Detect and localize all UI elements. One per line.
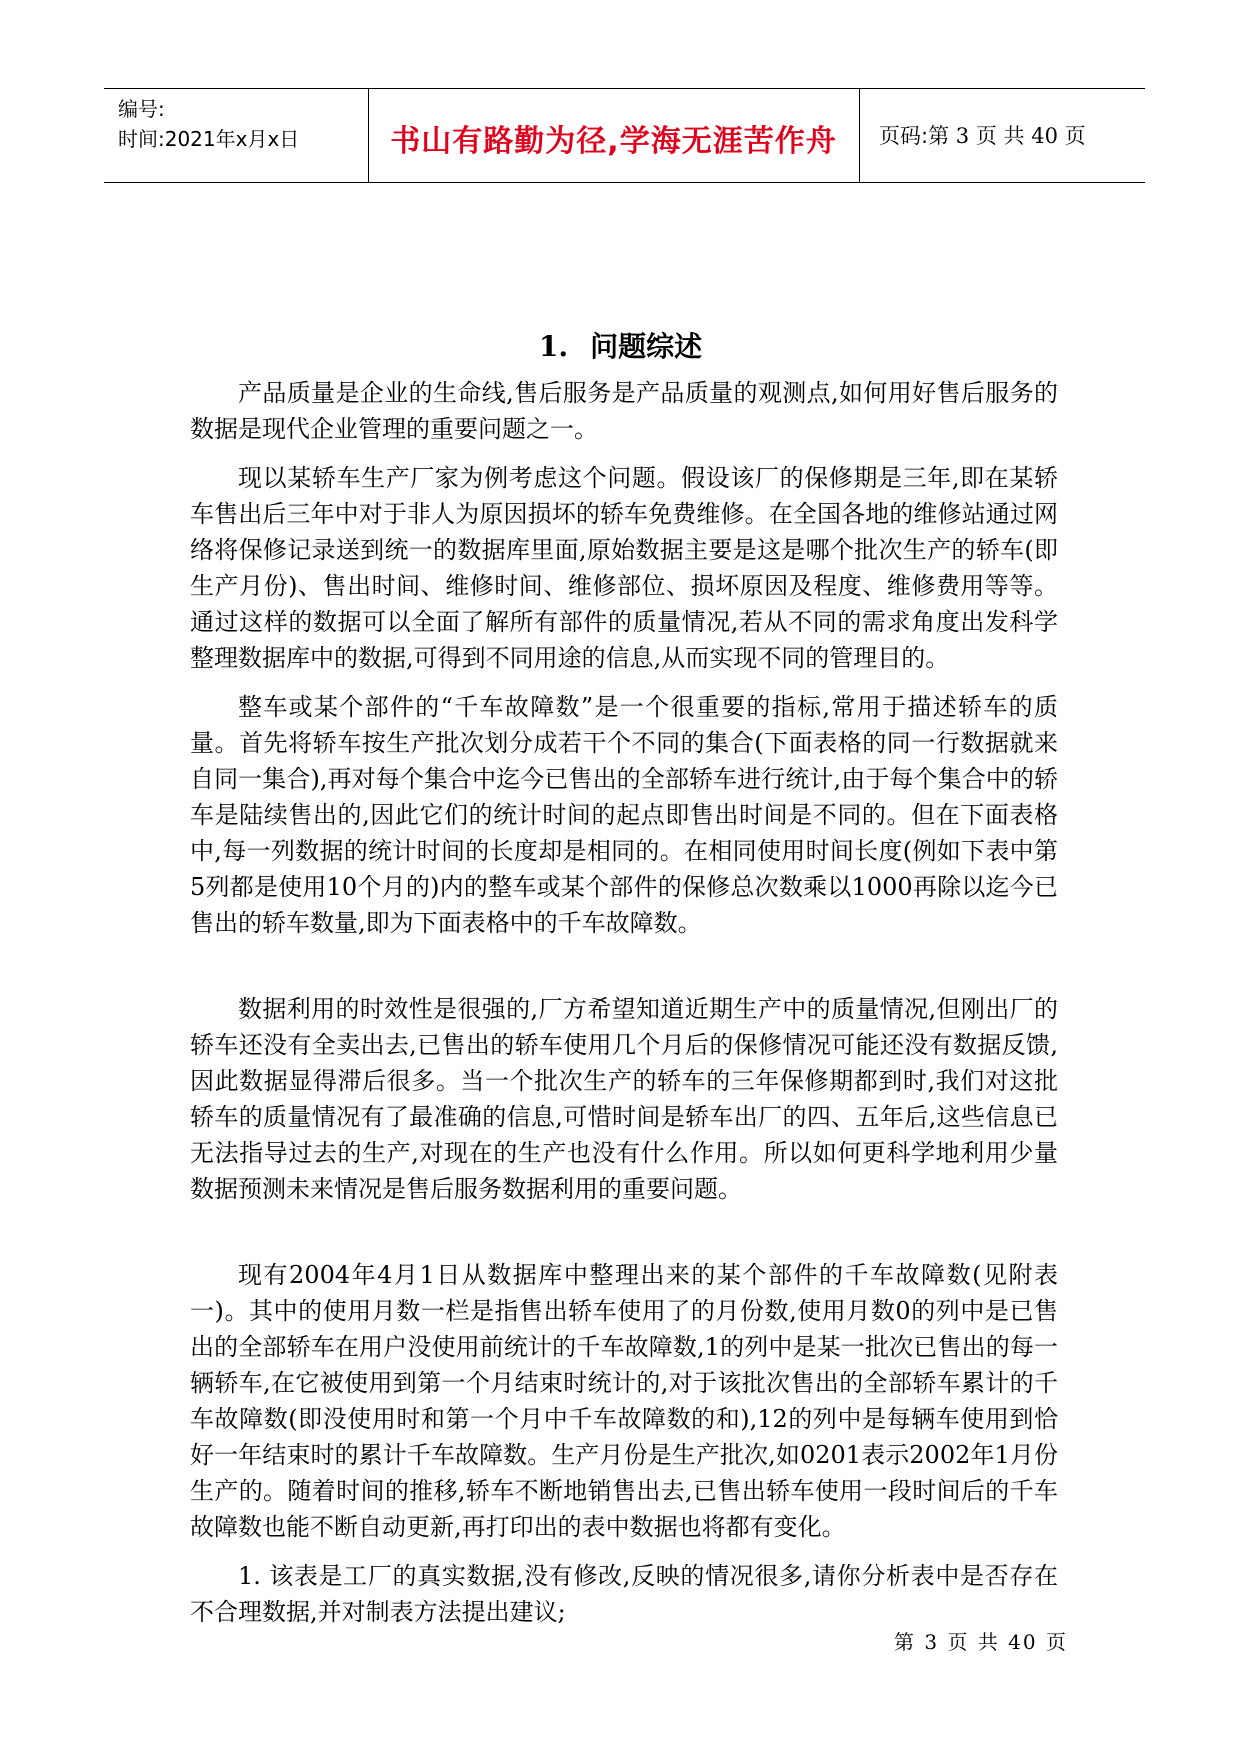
page-footer: 第 3 页 共 40 页 (894, 1630, 1068, 1654)
header-number-label: 编号: (118, 97, 165, 121)
header-page-total: 40 (1031, 124, 1058, 148)
header-page-suffix: 页 (1064, 124, 1086, 148)
paragraph: 1. 该表是工厂的真实数据,没有修改,反映的情况很多,请你分析表中是否存在不合理数据,并对制表方法提出建议; (190, 1562, 1058, 1626)
section-number: 1. (538, 330, 569, 363)
header-page-prefix: 页码:第 (879, 124, 950, 148)
header-page-info (879, 120, 1086, 150)
paragraph: 现有2004年4月1日从数据库中整理出来的某个部件的千车故障数(见附表一)。其中的使用月数一栏是指售出轿车使用了的月份数,使用月数0的列中是已售出的全部轿车在用户没使用前统计的千车故障数,1的列中是某一批次已售出的每一辆轿车,在它被使用到第一个月结束时统计的,对于该批次售出的全部轿车累计的千车故障数(即没使用时和第一个月中千车故障数的和),12的列中是每辆车使用到恰好一年结束时的累计千车故障数。生产月份是生产批次,如0201表示2002年1月份生产的。随着时间的推移,轿车不断地销售出去,已售出轿车使用一段时间后的千车故障数也能不断自动更新,再打印出的表中数据也将都有变化。 (190, 1261, 1058, 1541)
paragraph: 产品质量是企业的生命线,售后服务是产品质量的观测点,如何用好售后服务的数据是现代企业管理的重要问题之一。 (190, 379, 1058, 443)
header-bottom-rule (104, 182, 1145, 183)
paragraph: 整车或某个部件的“千车故障数”是一个很重要的指标,常用于描述轿车的质量。首先将轿车按生产批次划分成若干个不同的集合(下面表格的同一行数据就来自同一集合),再对每个集合中迄今已售出的全部轿车进行统计,由于每个集合中的轿车是陆续售出的,因此它们的统计时间的起点即售出时间是不同的。但在下面表格中,每一列数据的统计时间的长度却是相同的。在相同使用时间长度(例如下表中第5列都是使用10个月的)内的整车或某个部件的保修总次数乘以1000再除以迄今已售出的轿车数量,即为下面表格中的千车故障数。 (190, 693, 1058, 937)
header-time-label: 时间:2021年x月x日 (118, 127, 300, 151)
header-motto: 书山有路勤为径,学海无涯苦作舟 (390, 124, 837, 159)
header-top-rule (104, 88, 1145, 89)
document-body (190, 375, 1058, 1630)
paragraph: 现以某轿车生产厂家为例考虑这个问题。假设该厂的保修期是三年,即在某轿车售出后三年中对于非人为原因损坏的轿车免费维修。在全国各地的维修站通过网络将保修记录送到统一的数据库里面,原始数据主要是这是哪个批次生产的轿车(即生产月份)、售出时间、维修时间、维修部位、损坏原因及程度、维修费用等等。通过这样的数据可以全面了解所有部件的质量情况,若从不同的需求角度出发科学整理数据库中的数据,可得到不同用途的信息,从而实现不同的管理目的。 (190, 464, 1058, 672)
paragraph: 数据利用的时效性是很强的,厂方希望知道近期生产中的质量情况,但刚出厂的轿车还没有全卖出去,已售出的轿车使用几个月后的保修情况可能还没有数据反馈,因此数据显得滞后很多。当一个批次生产的轿车的三年保修期都到时,我们对这批轿车的质量情况有了最准确的信息,可惜时间是轿车出厂的四、五年后,这些信息已无法指导过去的生产,对现在的生产也没有什么作用。所以如何更科学地利用少量数据预测未来情况是售后服务数据利用的重要问题。 (190, 995, 1058, 1203)
header-page-mid: 页 共 (975, 124, 1025, 148)
header-meta (118, 94, 299, 154)
header-page-current: 3 (955, 124, 970, 148)
page-header (104, 88, 1145, 183)
section-title: 问题综述 (590, 330, 703, 363)
header-divider-right (859, 88, 860, 183)
section-heading (0, 325, 1241, 365)
